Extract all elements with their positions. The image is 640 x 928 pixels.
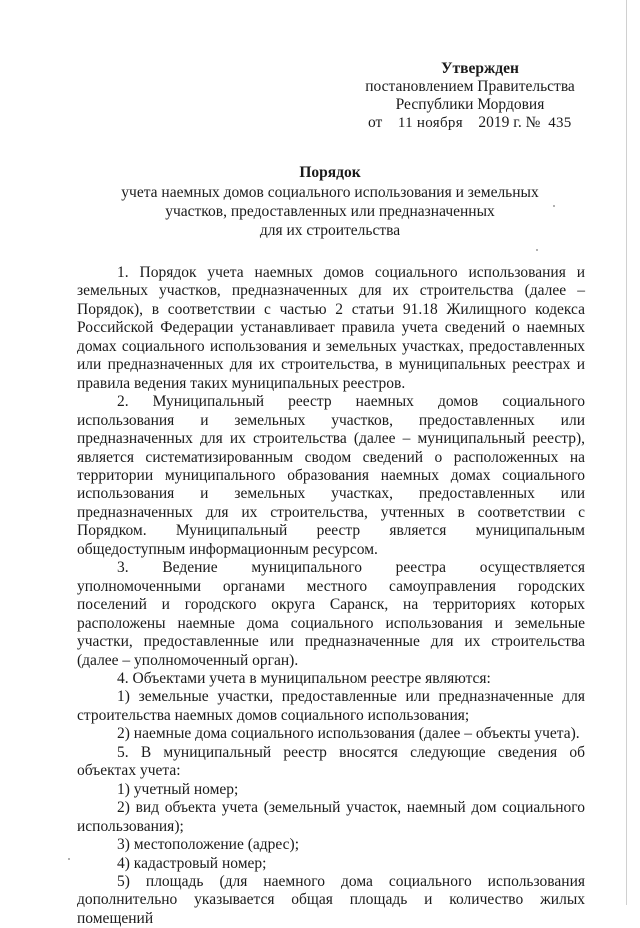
document-heading — [80, 163, 580, 240]
approval-block — [340, 60, 600, 132]
heading-title: Порядок — [299, 164, 361, 181]
approval-date-line — [340, 114, 600, 132]
list-item-5-2: 2) вид объекта учета (земельный участок, наемный дом социального использования); — [77, 799, 585, 835]
list-item-5-1: 1) учетный номер; — [117, 780, 239, 798]
paragraph-1: 1. Порядок учета наемных домов социального использования и земельных участков, предназначенных для их строительства (далее – Порядок), в соответствии с частью 2 статьи 91.18 Жилищного кодекса Российской Федерации устанавливает правила учета сведений о наемных домах социального использования и земельных участках, предоставленных или предназначенных для их строительства, в муниципальных реестрах и правила ведения таких муниципальных реестров. — [77, 264, 585, 392]
date-year: 2019 г. № — [478, 114, 541, 131]
paragraph-2: 2. Муниципальный реестр наемных домов социального использования и земельных участков, предоставленных или предназначенных для их строительства (далее – муниципальный реестр), является систематизированным сводом сведений о расположенных на территории муниципального образования наемных домах социального использования и земельных участках, предоставленных или предназначенных для их строительства, учтенных в соответствии с Порядком. Муниципальный реестр является муниципальным общедоступным информационным ресурсом. — [77, 393, 585, 558]
list-item-4-1: 1) земельные участки, предоставленные или предназначенные для строительства наемных домов социального использования; — [77, 688, 585, 724]
heading-subtitle-1: учета наемных домов социального использования и земельных — [121, 184, 539, 201]
decree-number: 435 — [548, 115, 572, 131]
list-item-5-3: 3) местоположение (адрес); — [117, 836, 300, 854]
paragraph-3: 3. Ведение муниципального реестра осуществляется уполномоченными органами местного самоуправления городских поселений и городского округа Саранск, на территориях которых расположены наемные дома социального использования и земельные участки, предоставленные или предназначенные для их строительства (далее – уполномоченный орган). — [77, 559, 585, 669]
paragraph-4: 4. Объектами учета в муниципальном реестре являются: — [117, 669, 491, 687]
scan-speck — [536, 249, 538, 251]
scan-speck — [553, 205, 555, 207]
document-body — [77, 264, 585, 928]
approval-title: Утвержден — [441, 60, 519, 77]
heading-subtitle-3: для их строительства — [259, 222, 401, 239]
approval-line-2: Республики Мордовия — [395, 96, 545, 113]
scan-edge — [626, 0, 627, 905]
date-handwritten: 11 ноября — [397, 115, 463, 131]
paragraph-5: 5. В муниципальный реестр вносятся следующие сведения об объектах учета: — [77, 743, 585, 780]
list-item-5-4: 4) кадастровый номер; — [117, 854, 267, 872]
list-item-4-2: 2) наемные дома социального использования (далее – объекты учета). — [117, 725, 580, 743]
scan-speck — [68, 858, 70, 860]
date-prefix: от — [368, 114, 383, 131]
list-item-5-5: 5) площадь (для наемного дома социального использования дополнительно указывается общая площадь и количество жилых помещений — [77, 872, 585, 927]
heading-subtitle-2: участков, предоставленных или предназначенных — [165, 203, 495, 220]
approval-line-1: постановлением Правительства — [365, 78, 575, 95]
